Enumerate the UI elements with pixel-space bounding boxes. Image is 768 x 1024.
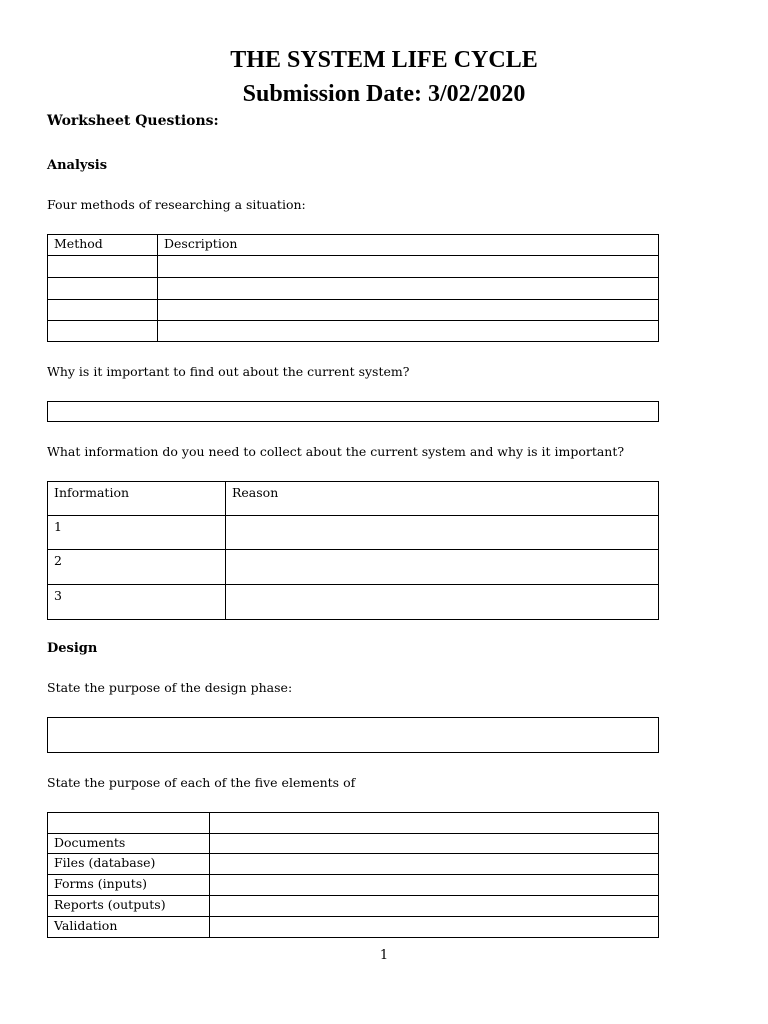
worksheet-heading: Worksheet Questions: xyxy=(47,113,219,129)
page-number: 1 xyxy=(379,948,389,963)
table-row xyxy=(48,813,659,834)
information-number-cell: 1 xyxy=(48,516,226,550)
element-cell xyxy=(48,813,210,834)
table-row xyxy=(48,834,659,854)
design-purpose-answer-box[interactable] xyxy=(47,717,659,753)
reason-cell[interactable] xyxy=(226,516,659,550)
table-row xyxy=(48,278,659,300)
description-cell[interactable] xyxy=(158,256,659,278)
methods-prompt: Four methods of researching a situation: xyxy=(47,197,306,212)
element-purpose-cell[interactable] xyxy=(210,896,659,917)
information-header-reason: Reason xyxy=(226,482,659,516)
information-number-cell: 2 xyxy=(48,550,226,585)
reason-cell[interactable] xyxy=(226,585,659,620)
element-purpose-cell[interactable] xyxy=(210,834,659,854)
design-heading: Design xyxy=(47,641,98,656)
table-row xyxy=(48,321,659,342)
table-row xyxy=(48,300,659,321)
method-cell[interactable] xyxy=(48,278,158,300)
table-row xyxy=(48,585,659,620)
element-purpose-cell[interactable] xyxy=(210,917,659,938)
elements-prompt: State the purpose of each of the five elements of xyxy=(47,775,356,790)
element-cell: Documents xyxy=(48,834,210,854)
elements-table xyxy=(47,812,659,938)
design-purpose-prompt: State the purpose of the design phase: xyxy=(47,680,293,695)
method-cell[interactable] xyxy=(48,300,158,321)
methods-table-header xyxy=(48,235,659,256)
analysis-heading: Analysis xyxy=(47,158,108,173)
reason-cell[interactable] xyxy=(226,550,659,585)
methods-header-method: Method xyxy=(48,235,158,256)
method-cell[interactable] xyxy=(48,256,158,278)
element-cell: Forms (inputs) xyxy=(48,875,210,896)
table-row xyxy=(48,875,659,896)
description-cell[interactable] xyxy=(158,278,659,300)
table-row xyxy=(48,854,659,875)
submission-date: Submission Date: 3/02/2020 xyxy=(242,81,526,107)
description-cell[interactable] xyxy=(158,321,659,342)
methods-header-description: Description xyxy=(158,235,659,256)
table-row xyxy=(48,256,659,278)
method-cell[interactable] xyxy=(48,321,158,342)
table-row xyxy=(48,516,659,550)
element-purpose-cell[interactable] xyxy=(210,813,659,834)
element-cell: Reports (outputs) xyxy=(48,896,210,917)
information-question: What information do you need to collect about the current system and why is it important? xyxy=(47,444,625,459)
methods-table xyxy=(47,234,659,342)
information-table xyxy=(47,481,659,620)
description-cell[interactable] xyxy=(158,300,659,321)
element-purpose-cell[interactable] xyxy=(210,854,659,875)
table-row xyxy=(48,917,659,938)
element-cell: Files (database) xyxy=(48,854,210,875)
element-cell: Validation xyxy=(48,917,210,938)
current-system-answer-box[interactable] xyxy=(47,401,659,422)
information-number-cell: 3 xyxy=(48,585,226,620)
element-purpose-cell[interactable] xyxy=(210,875,659,896)
document-title: THE SYSTEM LIFE CYCLE xyxy=(230,47,538,73)
information-table-header xyxy=(48,482,659,516)
table-row xyxy=(48,896,659,917)
information-header-information: Information xyxy=(48,482,226,516)
table-row xyxy=(48,550,659,585)
current-system-question: Why is it important to find out about the current system? xyxy=(47,364,410,379)
